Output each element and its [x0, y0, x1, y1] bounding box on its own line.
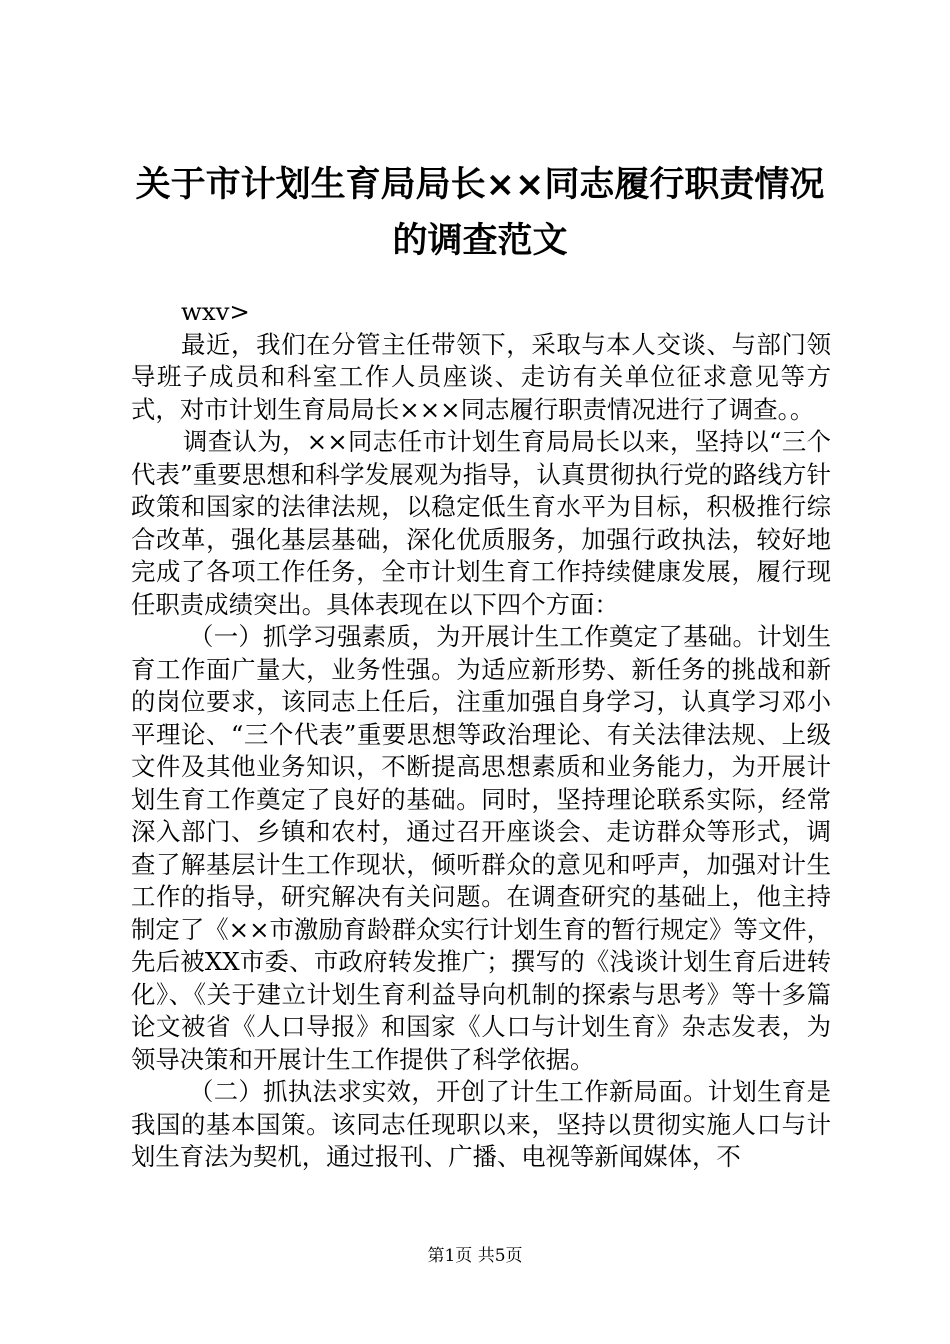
document-body: [131, 296, 831, 1174]
paragraph-findings: 调查认为，××同志任市计划生育局局长以来，坚持以“三个代表”重要思想和科学发展观为指导，认真贯彻执行党的路线方针政策和国家的法律法规，以稳定低生育水平为目标，积极推行综合改革，强化基层基础，深化优质服务，加强行政执法，较好地完成了各项工作任务，全市计划生育工作持续健康发展，履行现任职责成绩突出。具体表现在以下四个方面：: [131, 427, 831, 619]
page-footer: 第1页 共5页: [427, 1246, 523, 1266]
paragraph-marker: wxv>: [181, 297, 250, 326]
paragraph-intro: 最近，我们在分管主任带领下，采取与本人交谈、与部门领导班子成员和科室工作人员座谈、走访有关单位征求意见等方式，对市计划生育局局长×××同志履行职责情况进行了调查。。: [131, 329, 831, 424]
document-title-line-1: 关于市计划生育局局长××同志履行职责情况: [135, 165, 825, 205]
paragraph-section-2: （二）抓执法求实效，开创了计生工作新局面。计划生育是我国的基本国策。该同志任现职以来，坚持以贯彻实施人口与计划生育法为契机，通过报刊、广播、电视等新闻媒体，不: [131, 1077, 831, 1171]
paragraph-section-1: （一）抓学习强素质，为开展计生工作奠定了基础。计划生育工作面广量大，业务性强。为适应新形势、新任务的挑战和新的岗位要求，该同志上任后，注重加强自身学习，认真学习邓小平理论、“三个代表”重要思想等政治理论、有关法律法规、上级文件及其他业务知识，不断提高思想素质和业务能力，为开展计划生育工作奠定了良好的基础。同时，坚持理论联系实际，经常深入部门、乡镇和农村，通过召开座谈会、走访群众等形式，调查了解基层计生工作现状，倾听群众的意见和呼声，加强对计生工作的指导，研究解决有关问题。在调查研究的基础上，他主持制定了《××市激励育龄群众实行计划生育的暂行规定》等文件，先后被XX市委、市政府转发推广；撰写的《浅谈计划生育后进转化》、《关于建立计划生育利益导向机制的探索与思考》等十多篇论文被省《人口导报》和国家《人口与计划生育》杂志发表，为领导决策和开展计生工作提供了科学依据。: [131, 622, 831, 1074]
document-title-line-2: 的调查范文: [392, 221, 568, 261]
